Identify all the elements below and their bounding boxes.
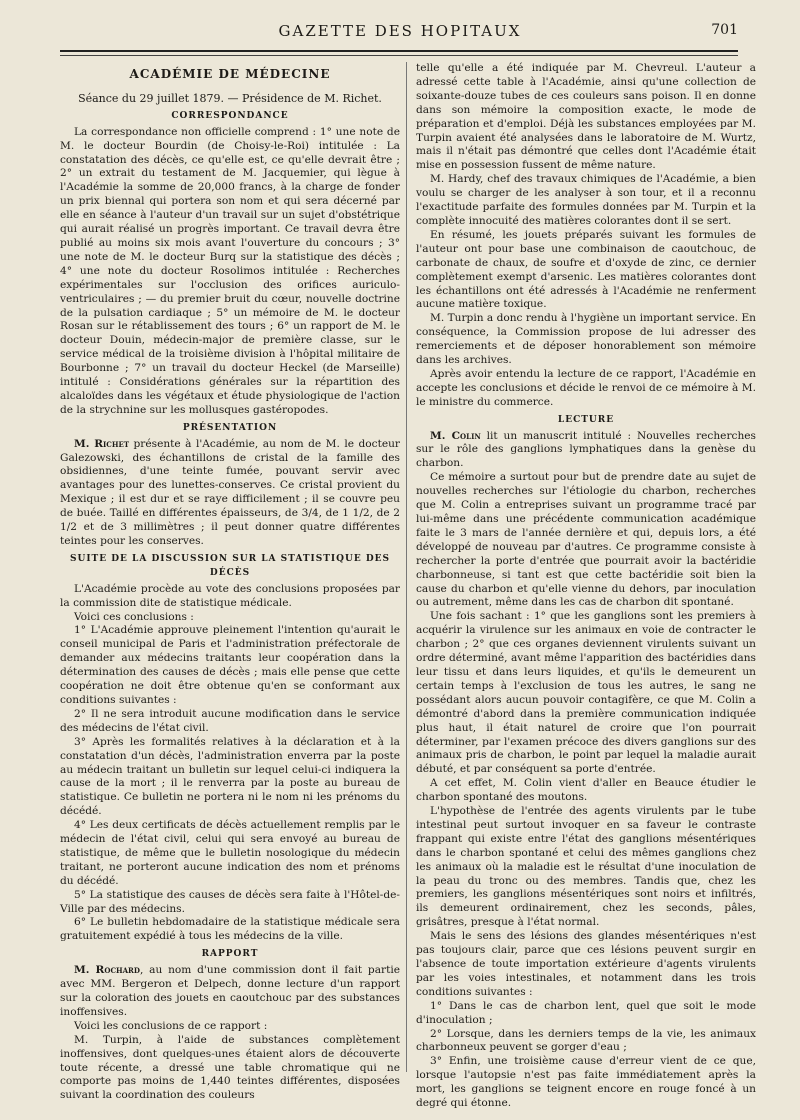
paragraph: Après avoir entendu la lecture de ce rapport, l'Académie en accepte les conclusions et décide le renvoi de ce mémoire à M. le ministre du commerce. xyxy=(416,367,756,408)
paragraph: 3° Après les formalités relatives à la déclaration et à la constatation d'un décès, l'administration enverra par la poste au médecin traitant un bulletin sur lequel celui-ci indiquera la cause de la mort ; il le renverra par la poste au bureau de statistique. Ce bulletin ne portera ni le nom ni les prénoms du décédé. xyxy=(60,735,400,818)
paragraph-text: lit un manuscrit intitulé : Nouvelles recherches sur le rôle des ganglions lymphatiques dans la genèse du charbon. xyxy=(416,429,756,470)
speaker-name: M. Colin xyxy=(430,429,481,442)
paragraph xyxy=(60,964,400,1020)
section-title: ACADÉMIE DE MÉDECINE xyxy=(129,67,331,81)
paragraph: 5° La statistique des causes de décès sera faite à l'Hôtel-de-Ville par des médecins. xyxy=(60,888,400,915)
paragraph: 2° Il ne sera introduit aucune modification dans le service des médecins de l'état civil. xyxy=(60,707,400,734)
paragraph: telle qu'elle a été indiquée par M. Chevreul. L'auteur a adressé cette table à l'Académie, ainsi qu'une collection de soixante-douze tubes de ces couleurs sans poison. Il en donne dans son mémoire la composition exacte, le mode de préparation et d'emploi. Déjà les substances employées par M. Turpin avaient été analysées dans le laboratoire de M. Wurtz, mais il n'était pas démontré que celles dont l'Académie était mise en possession fussent de même nature. xyxy=(416,62,756,172)
paragraph: 1° L'Académie approuve pleinement l'intention qu'aurait le conseil municipal de Paris et l'administration préfectorale de demander aux médecins traitants leur coopération dans la détermination des causes de décès ; mais elle pense que cette coopération ne doit être obtenue qu'en se conformant aux conditions suivantes : xyxy=(60,624,400,706)
paragraph-text: , au nom d'une commission dont il fait partie avec MM. Bergeron et Delpech, donne lecture d'un rapport sur la coloration des jouets en caoutchouc par des substances inoffensives. xyxy=(60,964,400,1018)
paragraph: 4° Les deux certificats de décès actuellement remplis par le médecin de l'état civil, celui qui sera envoyé au bureau de statistique, de même que le bulletin nosologique du médecin traitant, ne porteront aucune indication des nom et prénoms du décédé. xyxy=(60,819,400,887)
paragraph: Voici les conclusions de ce rapport : xyxy=(74,1019,268,1032)
right-column xyxy=(416,62,756,1111)
paragraph: 6° Le bulletin hebdomadaire de la statistique médicale sera gratuitement expédié à tous les médecins de la ville. xyxy=(60,916,400,943)
paragraph: L'Académie procède au vote des conclusions proposées par la commission dite de statistique médicale. xyxy=(60,582,400,609)
paragraph: La correspondance non officielle comprend : 1° une note de M. le docteur Bourdin (de Choisy-le-Roi) intitulée : La constatation des décès, ce qu'elle est, ce qu'elle devrait être ; 2° un extrait du testament de M. Jacquemier, qui lègue à l'Académie la somme de 20,000 francs, à la charge de fonder un prix biennal qui portera son nom et qui sera décerné par elle en séance à l'auteur d'un travail sur un sujet d'obstétrique qui aurait réalisé un progrès important. Ce travail devra être publié au moins six mois avant l'ouverture du concours ; 3° une note de M. le docteur Burq sur la statistique des décès ; 4° une note du docteur Rosolimos intitulée : Recherches expérimentales sur l'occlusion des orifices auriculo-ventriculaires ; — du premier bruit du cœur, nouvelle doctrine de la pulsation cardiaque ; 5° un mémoire de M. le docteur Rosan sur le rétablissement des tours ; 6° un rapport de M. le docteur Douin, médecin-major de première classe, sur le service médical de la troisième division à l'hôpital militaire de Bourbonne ; 7° un travail du docteur Heckel (de Marseille) intitulé : Considérations générales sur la répartition des alcaloïdes dans les végétaux et étude physiologique de l'action de la strychnine sur les mollusques gastéropodes. xyxy=(60,125,400,416)
paragraph: A cet effet, M. Colin vient d'aller en Beauce étudier le charbon spontané des moutons. xyxy=(416,777,756,804)
paragraph: M. Hardy, chef des travaux chimiques de l'Académie, a bien voulu se charger de les analyser à son tour, et il a reconnu l'exactitude parfaite des formules données par M. Turpin et la complète innocuité des matières colorantes dont il se sert. xyxy=(416,173,756,227)
paragraph: Mais le sens des lésions des glandes mésentériques n'est pas toujours clair, parce que ces lésions peuvent surgir en l'absence de toute importation extérieure d'agents virulents par les voies intestinales, et notamment dans les trois conditions suivantes : xyxy=(416,930,756,998)
session-line: Séance du 29 juillet 1879. — Présidence de M. Richet. xyxy=(78,91,382,105)
journal-title: GAZETTE DES HOPITAUX xyxy=(278,22,522,40)
paragraph: 2° Lorsque, dans les derniers temps de la vie, les animaux charbonneux peuvent se gorger d'eau ; xyxy=(416,1027,756,1054)
speaker-name: M. Rochard xyxy=(74,964,140,977)
paragraph: Une fois sachant : 1° que les ganglions sont les premiers à acquérir la virulence sur les animaux en voie de contracter le charbon ; 2° que ces organes deviennent virulents suivant un ordre déterminé, avant même l'apparition des bactéridies dans leur tissu et dans leurs liquides, et qu'ils le demeurent un certain temps à l'exclusion de tous les autres, le sang ne possédant alors aucun pouvoir contagifère, ce que M. Colin a démontré d'abord dans la première communication indiquée plus haut, il était naturel de croire que l'on pourrait déterminer, par l'examen précoce des divers ganglions sur des animaux pris de charbon, le point par lequel la maladie aurait débuté, et par conséquent sa porte d'entrée. xyxy=(416,610,756,776)
speaker-name: M. Richet xyxy=(74,437,130,450)
paragraph: Ce mémoire a surtout pour but de prendre date au sujet de nouvelles recherches sur l'étiologie du charbon, recherches que M. Colin a entreprises suivant un programme tracé par lui-même dans une précédente communication académique faite le 3 mars de l'année dernière et qui, depuis lors, a été développé de nouveau par d'autres. Ce programme consiste à rechercher la porte d'entrée que pourrait avoir la bactéridie charbonneuse, si tant est que cette bactéridie soit bien la cause du charbon et qu'elle vienne du dehors, par inoculation ou autrement, même dans les cas de charbon dit spontané. xyxy=(416,471,756,609)
subheading-presentation: PRÉSENTATION xyxy=(182,422,278,433)
paragraph: 3° Enfin, une troisième cause d'erreur vient de ce que, lorsque l'autopsie n'est pas faite immédiatement après la mort, les ganglions se teignent encore en rouge foncé à un degré qui étonne. xyxy=(416,1055,756,1110)
paragraph xyxy=(60,438,400,549)
header-rule-thin xyxy=(60,55,738,56)
paragraph-text: présente à l'Académie, au nom de M. le docteur Galezowski, des échantillons de cristal de la famille des obsidiennes, d'une teinte fumée, pouvant servir avec avantages pour des lunettes-conserves. Ce cristal provient du Mexique ; il est dur et se raye difficilement ; il se couvre peu de buée. Taillé en différentes épaisseurs, de 3/4, de 1 1/2, de 2 1/2 et de 3 millimètres ; il peut donner quatre différentes teintes pour les conserves. xyxy=(60,437,400,547)
paragraph: 1° Dans le cas de charbon lent, quel que soit le mode d'inoculation ; xyxy=(416,999,756,1026)
subheading-correspondance: CORRESPONDANCE xyxy=(171,110,289,121)
paragraph: L'hypothèse de l'entrée des agents virulents par le tube intestinal peut surtout invoquer en sa faveur le contraste frappant qui existe entre l'état des ganglions mésentériques dans le charbon spontané et celui des mêmes ganglions chez les animaux où la maladie est le résultat d'une inoculation de la peau du tronc ou des membres. Tandis que, chez les premiers, les ganglions mésentériques sont noirs et infiltrés, ils demeurent ordinairement, chez les seconds, pâles, grisâtres, presque à l'état normal. xyxy=(416,805,756,929)
paragraph: M. Turpin, à l'aide de substances complètement inoffensives, dont quelques-unes étaient alors de découverte toute récente, a dressé une table chromatique qui ne comporte pas moins de 1,440 teintes différentes, disposées suivant la coordination des couleurs xyxy=(60,1033,400,1102)
paragraph: En résumé, les jouets préparés suivant les formules de l'auteur ont pour base une combinaison de caoutchouc, de carbonate de chaux, de soufre et d'oxyde de zinc, ce dernier complètement exempt d'arsenic. Les matières colorantes dont les échantillons ont été adressés à l'Académie ne renferment aucune matière toxique. xyxy=(416,228,756,311)
column-divider xyxy=(406,62,407,1072)
paragraph xyxy=(416,430,756,472)
page-number: 701 xyxy=(711,22,738,38)
paragraph: M. Turpin a donc rendu à l'hygiène un important service. En conséquence, la Commission propose de lui adresser des remerciements et de déposer honorablement son mémoire dans les archives. xyxy=(416,312,757,367)
running-head xyxy=(0,22,800,46)
header-rule xyxy=(60,50,738,52)
subheading-suite: SUITE DE LA DISCUSSION SUR LA STATISTIQUE DES DÉCÈS xyxy=(70,553,390,578)
paragraph: Voici ces conclusions : xyxy=(74,610,194,623)
left-column xyxy=(60,62,400,1103)
subheading-rapport: RAPPORT xyxy=(201,949,259,960)
subheading-lecture: LECTURE xyxy=(557,414,615,425)
